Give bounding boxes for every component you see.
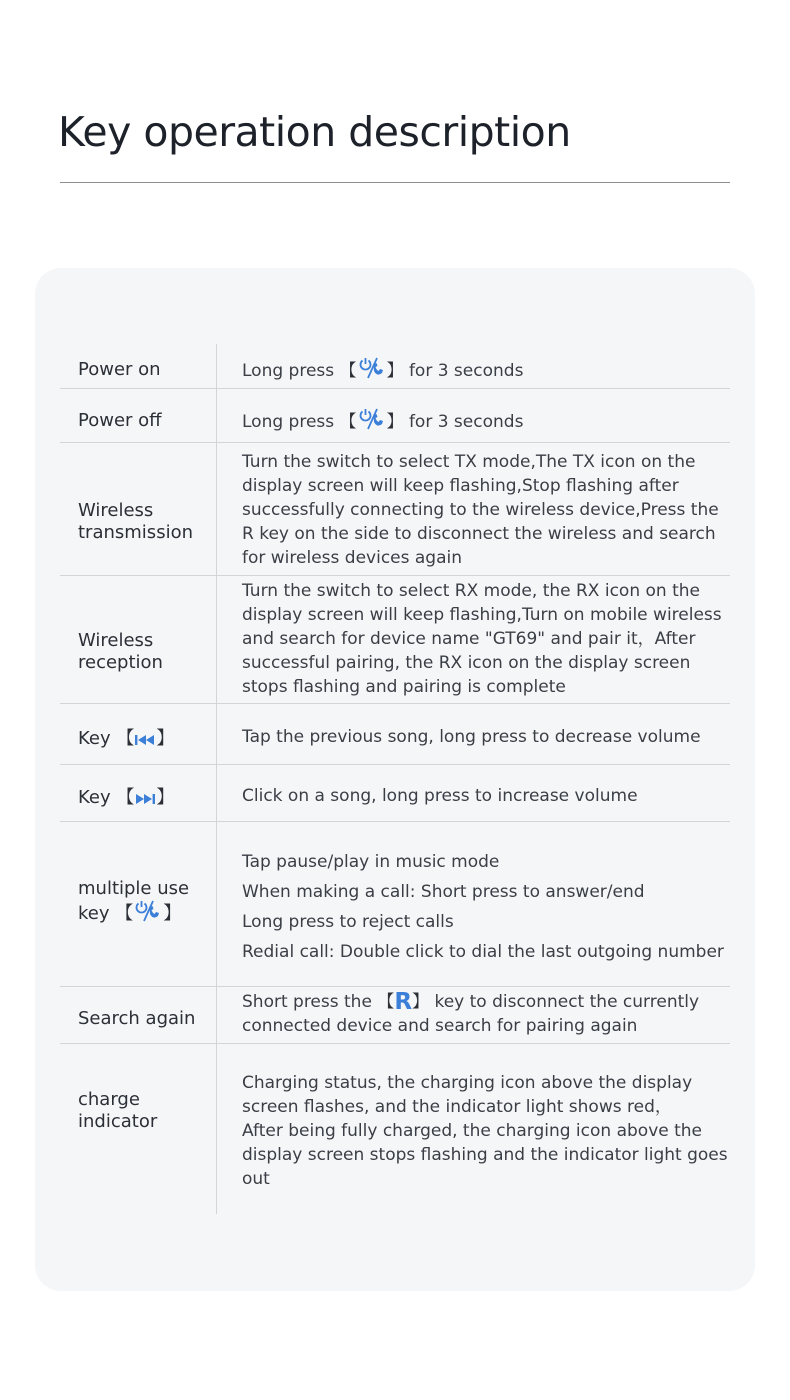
title-divider xyxy=(60,182,730,183)
power-call-icon xyxy=(357,408,387,437)
row-description: Click on a song, long press to increase volume xyxy=(242,786,638,806)
power-call-icon xyxy=(133,900,163,928)
row-description: Charging status, the charging icon above the display screen flashes, and the indicator light shows red， After being fully charged, the charging icon above the display screen stops flashing and the indicator light goes out xyxy=(242,1073,728,1189)
row-description: Turn the switch to select RX mode, the RX icon on the display screen will keep flashing,Turn on mobile wireless and search for device name "GT69" and pair it，After successful pairing, the RX icon on the display screen stops flashing and pairing is complete xyxy=(242,581,722,697)
row-label: Wireless reception xyxy=(78,630,163,673)
row-label: Key 【 】 xyxy=(78,787,174,812)
row-label: Key 【 】 xyxy=(78,728,174,753)
row-label: Search again xyxy=(78,1008,196,1029)
next-track-icon xyxy=(134,790,156,812)
row-label: Power on xyxy=(78,359,161,380)
r-key-icon: R xyxy=(394,989,413,1015)
row-description: Short press the 【R】 key to disconnect the currently connected device and search for pairing again xyxy=(242,989,700,1036)
table-row-wireless-reception xyxy=(60,576,730,704)
table-row-key-next xyxy=(60,765,730,822)
row-label: charge indicator xyxy=(78,1089,158,1132)
row-description: Long press 【 】 for 3 seconds xyxy=(242,408,523,437)
power-call-icon xyxy=(357,357,387,386)
row-description: Turn the switch to select TX mode,The TX icon on the display screen will keep flashing,Stop flashing after successfully connecting to the wireless device,Press the R key on the side to disconnect the wireless and search for wireless devices again xyxy=(242,452,719,568)
table-row-key-previous xyxy=(60,704,730,765)
page-title: Key operation description xyxy=(58,108,571,156)
table-row-power-on xyxy=(60,344,730,389)
table-row-multiple-use-key xyxy=(60,822,730,987)
table-row-wireless-transmission xyxy=(60,443,730,576)
row-label: multiple use key 【 】 xyxy=(78,878,189,928)
table-row-power-off xyxy=(60,389,730,443)
table-row-search-again xyxy=(60,987,730,1044)
previous-track-icon xyxy=(134,731,156,753)
row-description: Long press 【 】 for 3 seconds xyxy=(242,357,523,386)
table-row-charge-indicator xyxy=(60,1044,730,1214)
row-description: Tap the previous song, long press to decrease volume xyxy=(242,727,701,747)
row-label: Power off xyxy=(78,410,162,431)
row-description: Tap pause/play in music mode When making a call: Short press to answer/end Long press to reject calls Redial call: Double click to dial the last outgoing number xyxy=(242,852,724,962)
row-label: Wireless transmission xyxy=(78,500,193,543)
